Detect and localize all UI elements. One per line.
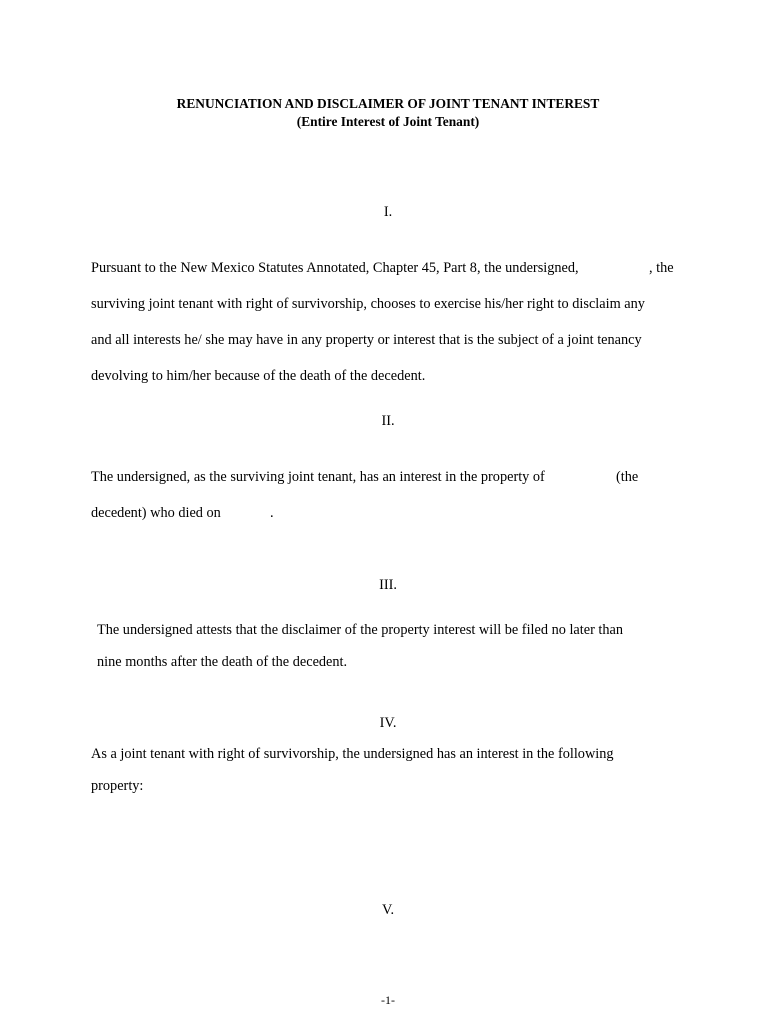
section-1-line-2: surviving joint tenant with right of survivorship, chooses to exercise his/her right to disclaim any <box>91 296 645 312</box>
section-2-line-2: decedent) who died on <box>91 505 221 521</box>
section-1-line-1-tail: , the <box>649 260 674 276</box>
section-number-4: IV. <box>379 715 397 731</box>
section-3-line-2: nine months after the death of the decedent. <box>97 654 348 670</box>
section-1-line-3: and all interests he/ she may have in any property or interest that is the subject of a joint tenancy <box>91 332 642 348</box>
section-3-line-1: The undersigned attests that the disclaimer of the property interest will be filed no later than <box>97 622 624 638</box>
section-4-line-1: As a joint tenant with right of survivorship, the undersigned has an interest in the following <box>91 746 614 762</box>
section-number-3: III. <box>379 577 397 593</box>
section-number-5: V. <box>381 902 395 918</box>
section-1-line-1: Pursuant to the New Mexico Statutes Annotated, Chapter 45, Part 8, the undersigned, <box>91 260 579 276</box>
section-number-1: I. <box>383 204 393 220</box>
document-subtitle: (Entire Interest of Joint Tenant) <box>296 114 480 129</box>
section-2-line-1: The undersigned, as the surviving joint tenant, has an interest in the property of <box>91 469 545 485</box>
document-title: RENUNCIATION AND DISCLAIMER OF JOINT TENANT INTEREST <box>176 96 600 111</box>
section-1-line-4: devolving to him/her because of the death of the decedent. <box>91 368 426 384</box>
page-number: -1- <box>381 993 395 1007</box>
section-4-line-2: property: <box>91 778 144 794</box>
section-number-2: II. <box>381 413 395 429</box>
section-2-line-1-tail: (the <box>616 469 639 485</box>
section-2-line-2-tail: . <box>270 505 274 521</box>
